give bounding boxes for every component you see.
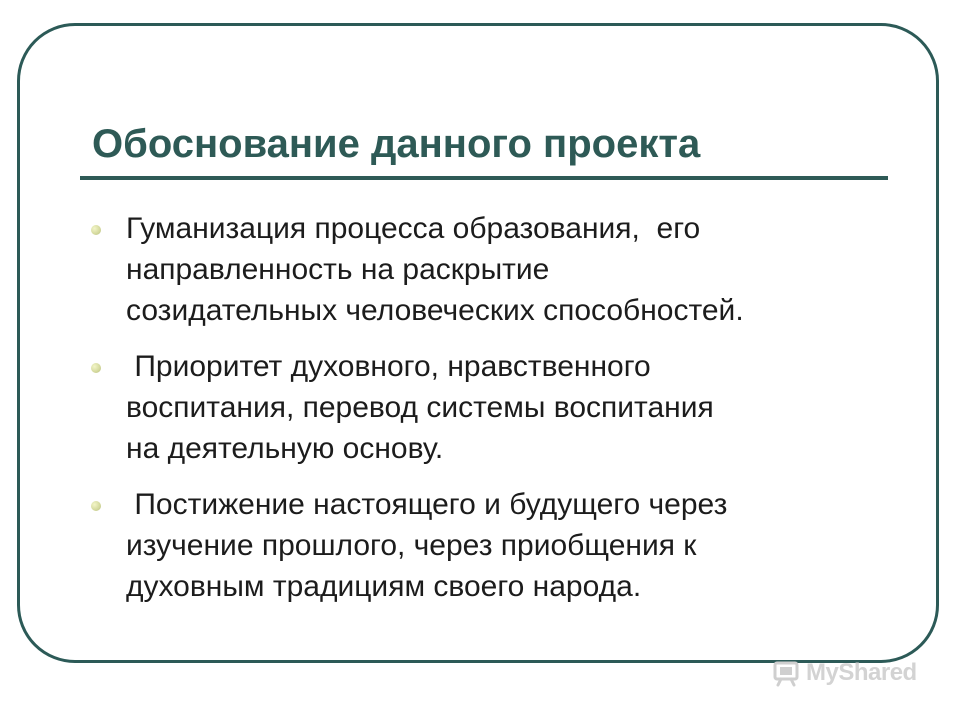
bullet-dot-icon [91, 501, 101, 511]
bullet-text [126, 346, 906, 469]
watermark-text: MyShared [806, 659, 917, 686]
bullet-line: Приоритет духовного, нравственного [126, 350, 651, 383]
bullet-line: Гуманизация процесса образования, его [126, 212, 701, 245]
bullet-dot-icon [91, 225, 101, 235]
bullet-dot-icon [91, 363, 101, 373]
bullet-line: направленность на раскрытие [126, 253, 550, 286]
bullet-line: созидательных человеческих способностей. [126, 294, 744, 327]
bullet-line: Постижение настоящего и будущего через [126, 488, 728, 521]
myshared-logo-icon [772, 658, 802, 688]
bullet-text [126, 484, 906, 607]
bullet-line: на деятельную основу. [126, 432, 444, 465]
slide-title: Обоснование данного проекта [92, 122, 701, 166]
bullet-line: изучение прошлого, через приобщения к [126, 529, 697, 562]
bullet-line: духовным традициям своего народа. [126, 570, 642, 603]
watermark [772, 656, 917, 690]
bullet-line: воспитания, перевод системы воспитания [126, 391, 714, 424]
bullet-text [126, 208, 906, 331]
title-underline [80, 176, 888, 180]
